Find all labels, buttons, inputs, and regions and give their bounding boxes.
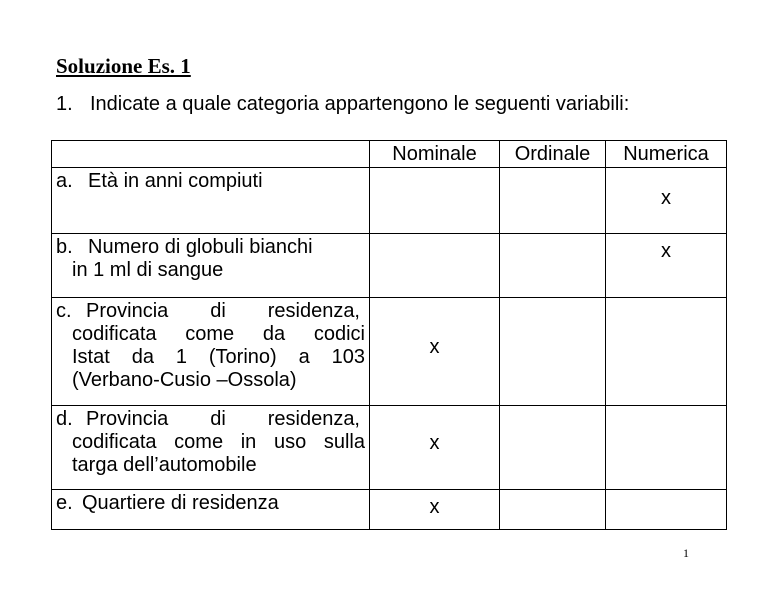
page-number: 1 [683, 546, 689, 560]
row-text: Età in anni compiuti [88, 170, 263, 192]
row-text: in 1 ml di sangue [72, 259, 224, 281]
cell-nominale [370, 168, 500, 234]
cell-nominale [370, 234, 500, 298]
header-variable [52, 141, 370, 168]
header-ordinale: Ordinale [500, 141, 606, 168]
cell-numerica [606, 298, 727, 406]
table-header-row [52, 141, 727, 168]
cell-ordinale [500, 234, 606, 298]
row-label [52, 406, 370, 490]
cell-numerica [606, 490, 727, 530]
row-text: (Verbano-Cusio –Ossola) [72, 369, 297, 391]
question-text: Indicate a quale categoria appartengono le seguenti variabili: [90, 93, 630, 115]
table-row [52, 298, 727, 406]
table-row [52, 406, 727, 490]
cell-nominale [370, 490, 500, 530]
row-text: codificata come da codici [72, 323, 365, 345]
check-mark: x [429, 496, 440, 518]
cell-numerica [606, 234, 727, 298]
table-row [52, 168, 727, 234]
row-label [52, 168, 370, 234]
cell-ordinale [500, 298, 606, 406]
question [56, 93, 629, 116]
classification-table [51, 140, 727, 530]
row-text: Provincia di residenza, [86, 300, 360, 322]
row-text: Quartiere di residenza [82, 492, 279, 514]
cell-numerica [606, 168, 727, 234]
check-mark: x [661, 187, 671, 209]
cell-ordinale [500, 406, 606, 490]
cell-nominale [370, 298, 500, 406]
check-mark: x [429, 432, 440, 454]
check-mark: x [429, 336, 440, 358]
cell-ordinale [500, 168, 606, 234]
cell-numerica [606, 406, 727, 490]
row-label [52, 490, 370, 530]
table-row [52, 234, 727, 298]
row-text: codificata come in uso sulla [72, 431, 365, 453]
question-number: 1. [56, 93, 73, 115]
row-text: Numero di globuli bianchi [88, 236, 313, 258]
cell-nominale [370, 406, 500, 490]
page-title: Soluzione Es. 1 [56, 54, 191, 78]
row-text: targa dell’automobile [72, 454, 257, 476]
row-label [52, 298, 370, 406]
row-letter: b. [56, 236, 73, 258]
row-text: Provincia di residenza, [86, 408, 360, 430]
header-nominale: Nominale [370, 141, 500, 168]
row-letter: a. [56, 170, 73, 192]
table-row [52, 490, 727, 530]
header-numerica: Numerica [606, 141, 727, 168]
row-label [52, 234, 370, 298]
row-text: Istat da 1 (Torino) a 103 [72, 346, 365, 368]
row-letter: c. [56, 300, 72, 322]
row-letter: e. [56, 492, 73, 514]
check-mark: x [661, 240, 671, 262]
row-letter: d. [56, 408, 73, 430]
cell-ordinale [500, 490, 606, 530]
